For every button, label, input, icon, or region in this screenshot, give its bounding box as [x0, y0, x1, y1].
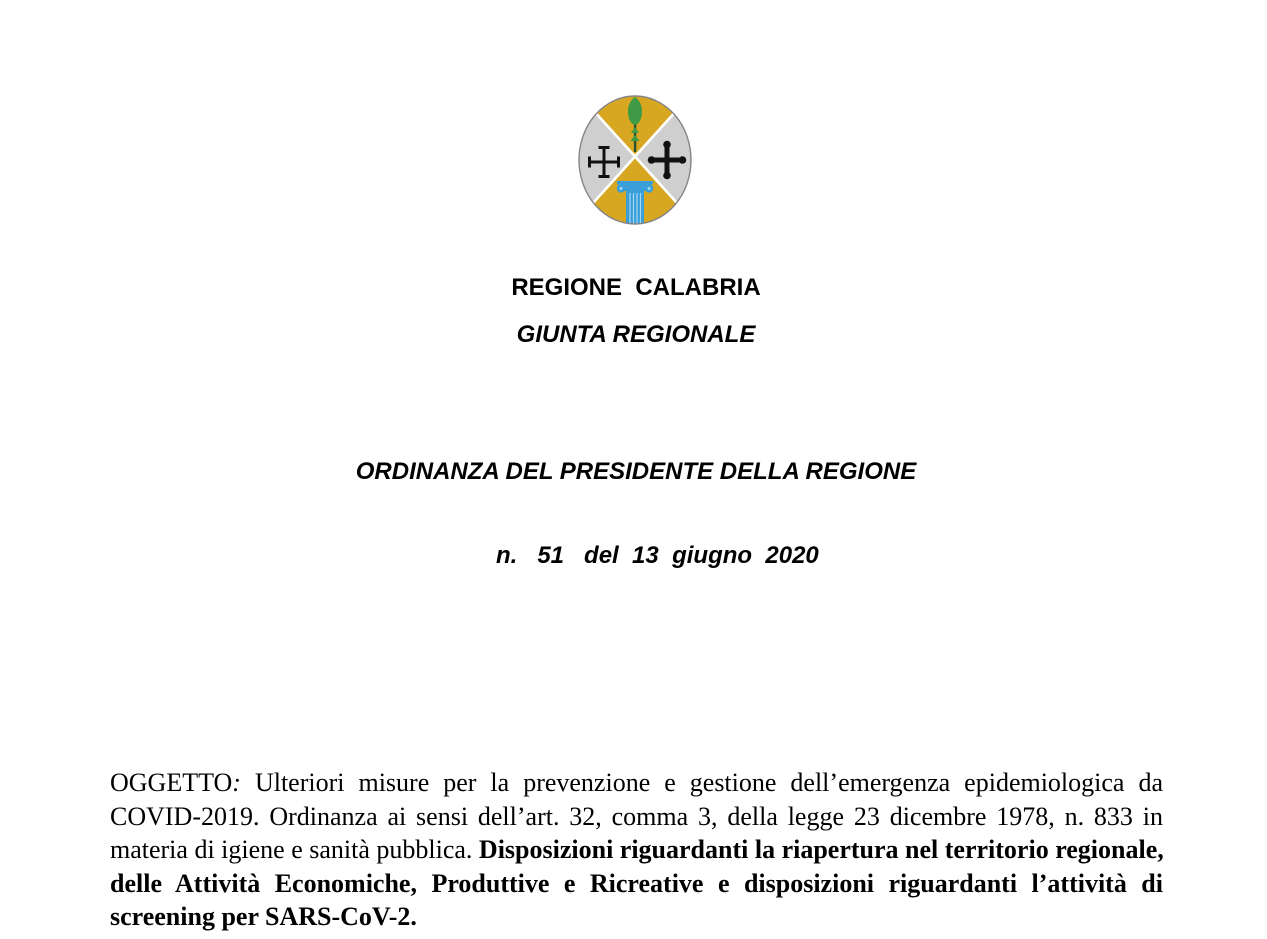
- region-name: REGIONE CALABRIA: [511, 274, 761, 301]
- subject-text-bold: Disposizioni riguardanti la riapertura nel territorio regionale,: [478, 835, 1164, 864]
- column-abacus: [617, 181, 653, 185]
- column-volute-left-eye: [620, 187, 623, 190]
- subject-line: [110, 867, 1163, 901]
- subject-text: COVID-2019. Ordinanza ai sensi dell’art. 32, comma 3, della legge 23 dicembre 1978, n. 833 in: [110, 801, 1163, 831]
- subject-text-bold: delle Attività Economiche, Produttive e Ricreative e disposizioni riguardanti l’attività di: [110, 868, 1163, 898]
- ordinance-title: ORDINANZA DEL PRESIDENTE DELLA REGIONE: [355, 458, 917, 485]
- subject-text: materia di igiene e sanità pubblica.: [110, 835, 479, 864]
- subject-line: [110, 900, 1163, 934]
- subject-text-bold: screening per SARS-CoV-2.: [110, 902, 417, 931]
- column-shaft: [626, 191, 644, 226]
- subject-text: Ulteriori misure per la prevenzione e gestione dell’emergenza epidemiologica da: [240, 768, 1163, 797]
- subject-line: [110, 833, 1163, 867]
- coat-of-arms-icon: [577, 94, 693, 226]
- subject-paragraph: [110, 766, 1163, 934]
- subject-line: [110, 800, 1163, 834]
- subject-label: OGGETTO: [110, 768, 233, 797]
- column-volute-right-eye: [648, 187, 651, 190]
- subject-line: [110, 766, 1163, 800]
- ordinance-number-date: n. 51 del 13 giugno 2020: [496, 542, 819, 569]
- subject-label-colon: :: [232, 768, 241, 797]
- regional-council-name: GIUNTA REGIONALE: [516, 321, 756, 348]
